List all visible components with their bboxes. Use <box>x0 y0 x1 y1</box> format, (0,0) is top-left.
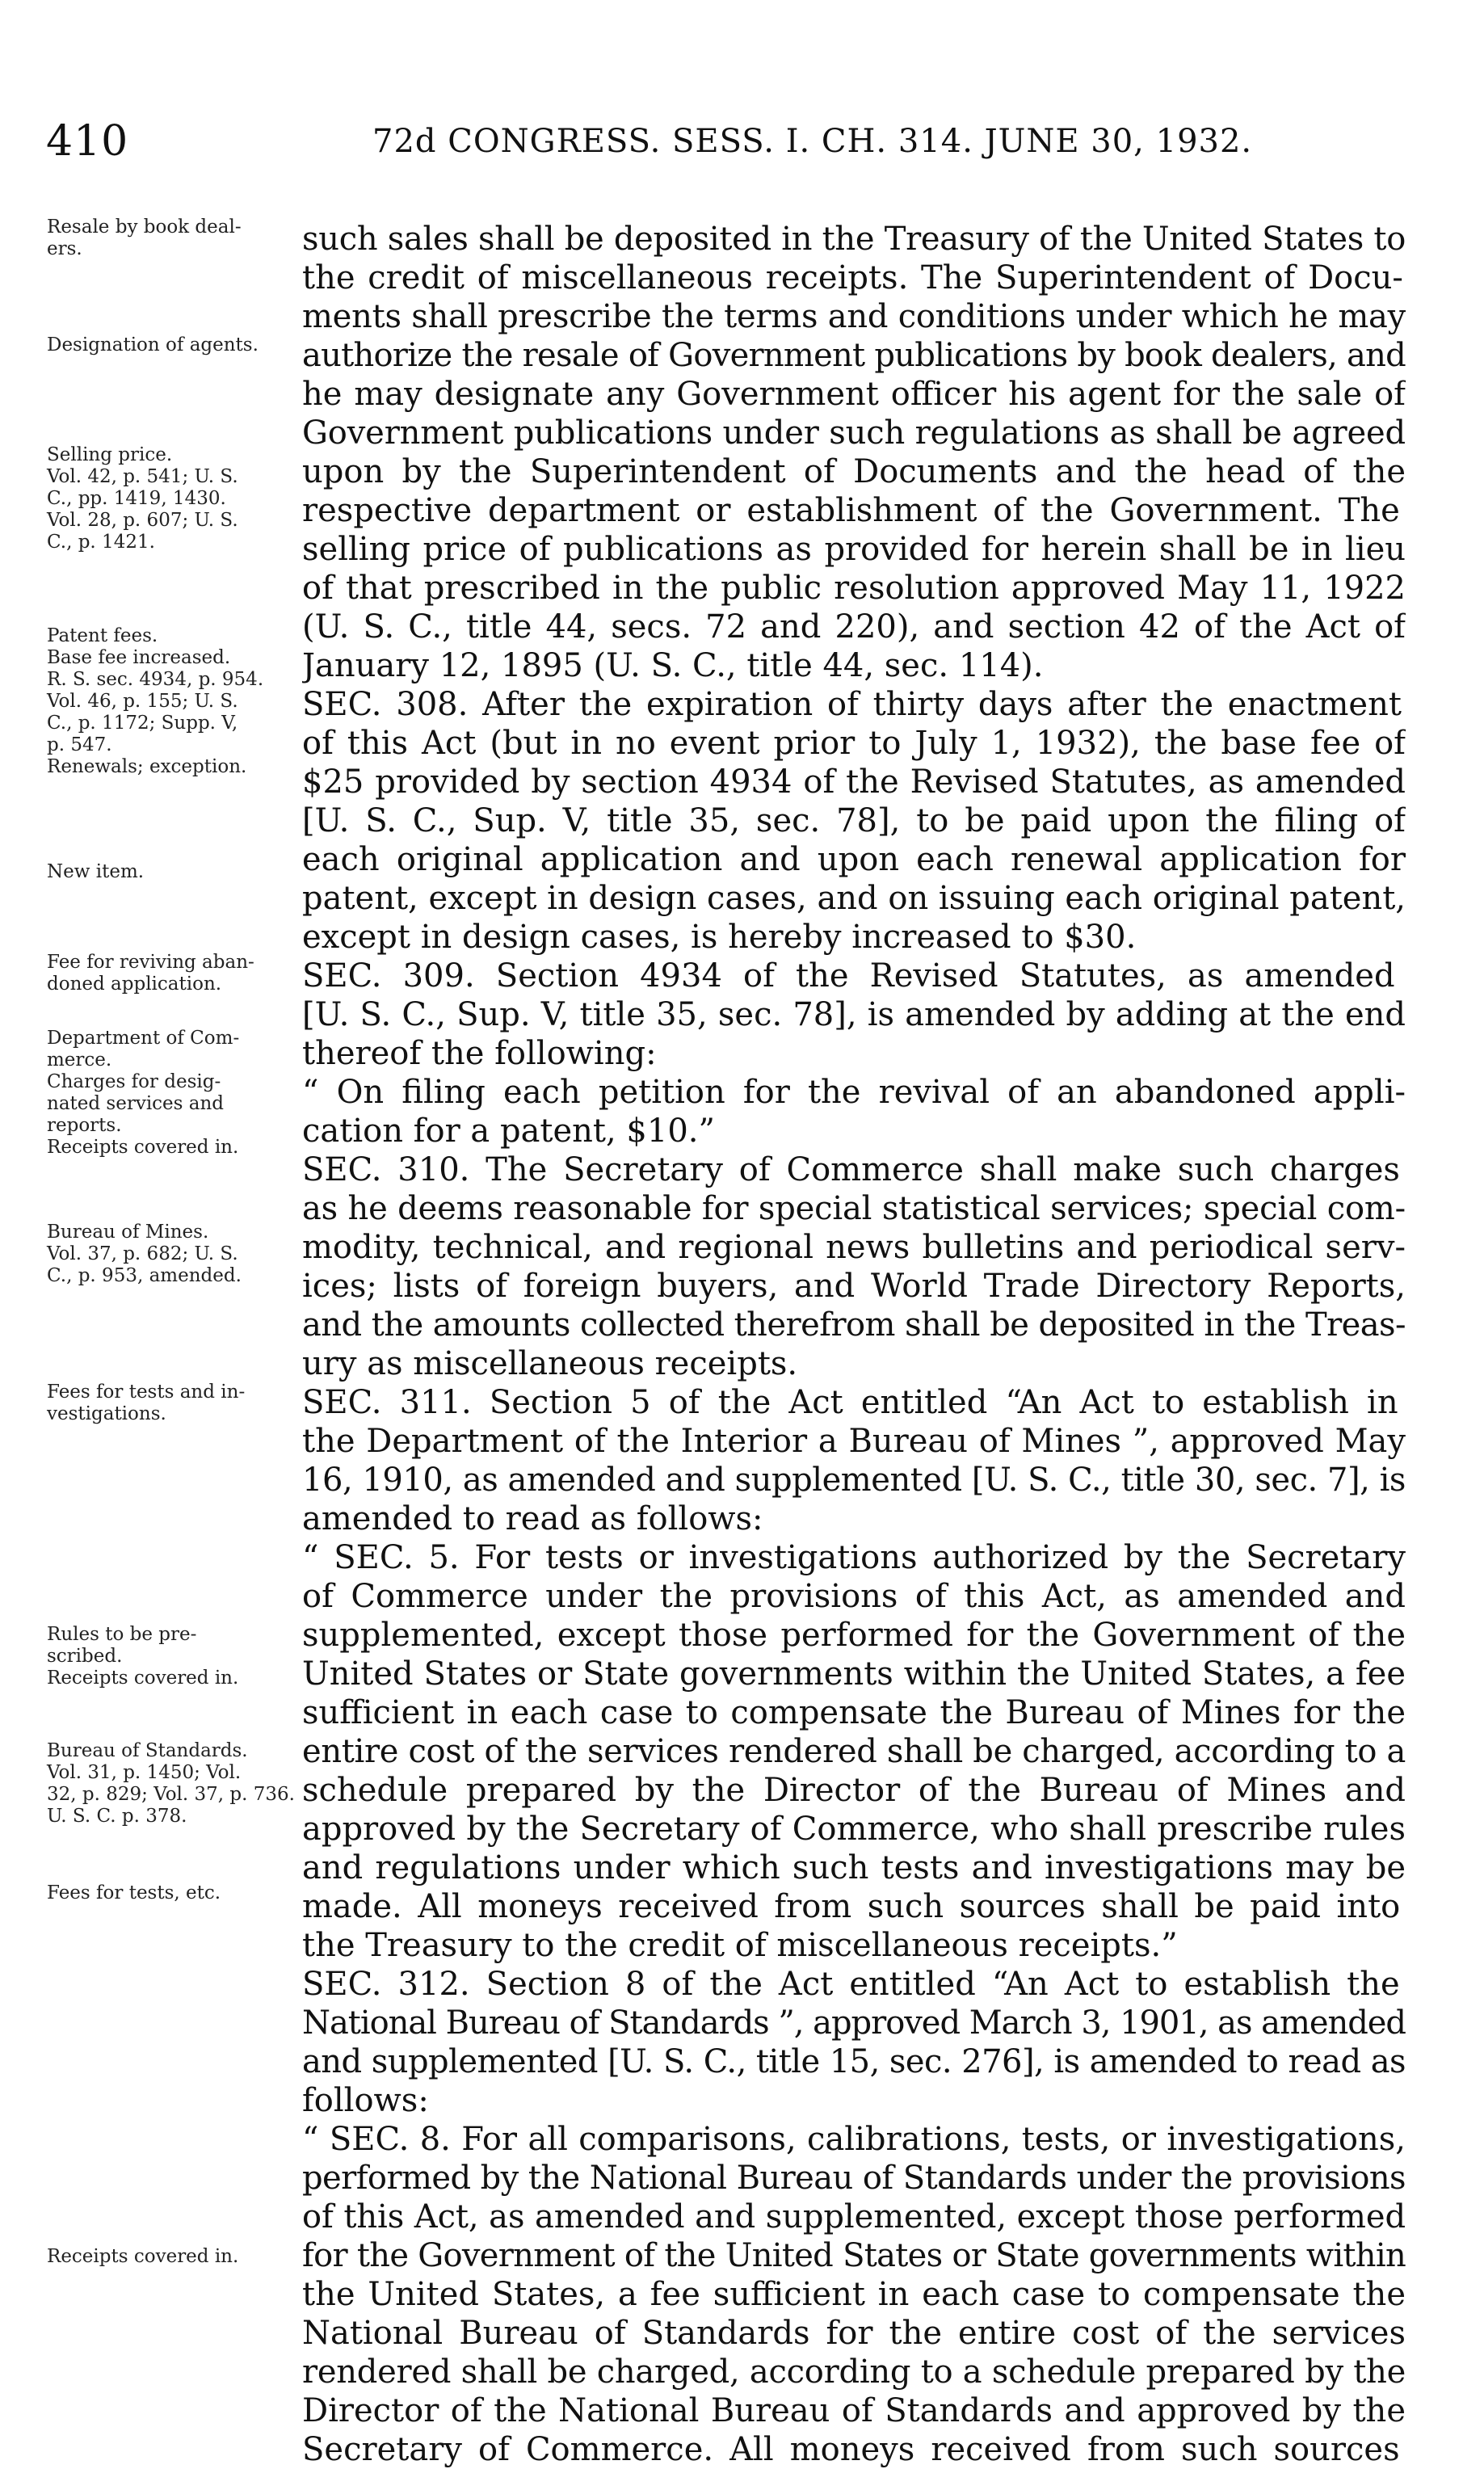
text-line: thereof the following: <box>302 1035 657 1072</box>
margin-note-patent-fees: Patent fees. Base fee increased. R. S. sec. 4934, p. 954. Vol. 46, p. 155; U. S. C., p. 1172; Supp. V, p. 547. Renewals; exception. <box>47 625 264 777</box>
text-line: sufficient in each case to compensate the Bureau of Mines for the <box>302 1694 1406 1731</box>
margin-note-commerce: Department of Com- merce. Charges for desig- nated services and reports. Receipts covered in. <box>47 1028 240 1158</box>
margin-notes <box>47 0 305 2324</box>
text-line: as he deems reasonable for special statistical services; special com- <box>302 1190 1406 1227</box>
text-line: made. All moneys received from such sources shall be paid into <box>302 1888 1401 1925</box>
text-line: upon by the Superintendent of Documents and the head of the <box>302 453 1406 490</box>
margin-note-bureau-of-mines: Bureau of Mines. Vol. 37, p. 682; U. S. C., p. 953, amended. <box>47 1222 242 1286</box>
text-line: National Bureau of Standards for the entire cost of the services <box>302 2315 1406 2352</box>
text-line: ices; lists of foreign buyers, and World Trade Directory Reports, <box>302 1268 1406 1305</box>
text-line: and regulations under which such tests and investigations may be <box>302 1849 1406 1886</box>
text-line: SEC. 309. Section 4934 of the Revised Statutes, as amended <box>302 957 1395 995</box>
text-line: [U. S. C., Sup. V, title 35, sec. 78], is amended by adding at the end <box>302 996 1406 1033</box>
text-line: United States or State governments within the United States, a fee <box>302 1655 1406 1693</box>
text-line: Government publications under such regulations as shall be agreed <box>302 414 1406 452</box>
text-line: cation for a patent, $10.” <box>302 1113 715 1150</box>
text-line: schedule prepared by the Director of the Bureau of Mines and <box>302 1772 1406 1809</box>
text-line: of this Act, as amended and supplemented, except those performed <box>302 2198 1406 2236</box>
margin-note-new-item: New item. <box>47 861 145 882</box>
text-line: Secretary of Commerce. All moneys received from such sources <box>302 2431 1400 2468</box>
text-line: “ SEC. 5. For tests or investigations authorized by the Secretary <box>302 1539 1406 1576</box>
text-line: SEC. 311. Section 5 of the Act entitled “An Act to establish in <box>302 1384 1398 1421</box>
text-line: SEC. 310. The Secretary of Commerce shall make such charges <box>302 1151 1400 1188</box>
text-line: [U. S. C., Sup. V, title 35, sec. 78], to be paid upon the filing of <box>302 802 1406 839</box>
text-line: follows: <box>302 2082 429 2119</box>
text-line: January 12, 1895 (U. S. C., title 44, sec. 114). <box>302 647 1044 684</box>
text-line: supplemented, except those performed for the Government of the <box>302 1617 1406 1654</box>
text-line: “ On filing each petition for the revival of an abandoned appli- <box>302 1074 1406 1111</box>
text-line: the Department of the Interior a Bureau of Mines ”, approved May <box>302 1423 1406 1460</box>
margin-note-receipts-covered: Receipts covered in. <box>47 2246 239 2267</box>
text-line: the United States, a fee sufficient in each case to compensate the <box>302 2276 1406 2313</box>
text-line: (U. S. C., title 44, secs. 72 and 220), and section 42 of the Act of <box>302 608 1406 646</box>
text-line: “ SEC. 8. For all comparisons, calibrations, tests, or investigations, <box>302 2121 1406 2158</box>
text-line: except in design cases, is hereby increased to $30. <box>302 919 1137 956</box>
margin-note-rules: Rules to be pre- scribed. Receipts covered in. <box>47 1624 239 1689</box>
text-line: ments shall prescribe the terms and conditions under which he may <box>302 298 1406 335</box>
margin-note-bureau-of-standards: Bureau of Standards. Vol. 31, p. 1450; Vol. 32, p. 829; Vol. 37, p. 736. U. S. C. p. 378. <box>47 1740 295 1827</box>
statute-text <box>302 220 1406 2469</box>
text-line: selling price of publications as provided for herein shall be in lieu <box>302 531 1406 568</box>
text-line: approved by the Secretary of Commerce, who shall prescribe rules <box>302 1811 1406 1848</box>
text-line: the credit of miscellaneous receipts. The Superintendent of Docu- <box>302 259 1403 297</box>
margin-note-selling-price: Selling price. Vol. 42, p. 541; U. S. C., pp. 1419, 1430. Vol. 28, p. 607; U. S. C., p. 1421. <box>47 444 238 553</box>
text-line: respective department or establishment of the Government. The <box>302 492 1400 529</box>
text-line: Director of the National Bureau of Standards and approved by the <box>302 2392 1406 2429</box>
text-line: authorize the resale of Government publications by book dealers, and <box>302 337 1406 374</box>
text-line: and supplemented [U. S. C., title 15, sec. 276], is amended to read as <box>302 2043 1406 2080</box>
margin-note-tests-fees: Fees for tests and in- vestigations. <box>47 1382 246 1424</box>
text-line: National Bureau of Standards ”, approved March 3, 1901, as amended <box>302 2004 1406 2042</box>
margin-note-resale: Resale by book deal- ers. <box>47 217 242 259</box>
text-line: ury as miscellaneous receipts. <box>302 1345 798 1382</box>
page-number: 410 <box>46 117 129 166</box>
text-line: entire cost of the services rendered shall be charged, according to a <box>302 1733 1406 1770</box>
text-line: rendered shall be charged, according to a schedule prepared by the <box>302 2353 1406 2391</box>
text-line: performed by the National Bureau of Standards under the provisions <box>302 2160 1406 2197</box>
margin-note-reviving-fee: Fee for reviving aban- doned application. <box>47 952 254 995</box>
text-line: he may designate any Government officer his agent for the sale of <box>302 376 1406 413</box>
text-line: modity, technical, and regional news bulletins and periodical serv- <box>302 1229 1406 1266</box>
text-line: each original application and upon each renewal application for <box>302 841 1406 878</box>
text-line: SEC. 308. After the expiration of thirty days after the enactment <box>302 686 1402 723</box>
running-head: 72d CONGRESS. SESS. I. CH. 314. JUNE 30, 1932. <box>372 123 1253 160</box>
text-line: for the Government of the United States or State governments within <box>302 2237 1406 2274</box>
text-line: the Treasury to the credit of miscellaneous receipts.” <box>302 1927 1178 1964</box>
text-line: of this Act (but in no event prior to July 1, 1932), the base fee of <box>302 725 1406 762</box>
margin-note-designation: Designation of agents. <box>47 334 259 355</box>
text-line: such sales shall be deposited in the Treasury of the United States to <box>302 221 1406 258</box>
text-line: patent, except in design cases, and on issuing each original patent, <box>302 880 1406 917</box>
text-line: SEC. 312. Section 8 of the Act entitled “An Act to establish the <box>302 1966 1400 2003</box>
text-line: $25 provided by section 4934 of the Revised Statutes, as amended <box>302 763 1406 801</box>
text-line: amended to read as follows: <box>302 1500 763 1537</box>
text-line: of that prescribed in the public resolution approved May 11, 1922 <box>302 570 1406 607</box>
text-line: and the amounts collected therefrom shall be deposited in the Treas- <box>302 1306 1406 1344</box>
text-line: of Commerce under the provisions of this Act, as amended and <box>302 1578 1406 1615</box>
text-line: 16, 1910, as amended and supplemented [U. S. C., title 30, sec. 7], is <box>302 1462 1406 1499</box>
margin-note-fees-tests-etc: Fees for tests, etc. <box>47 1882 221 1903</box>
